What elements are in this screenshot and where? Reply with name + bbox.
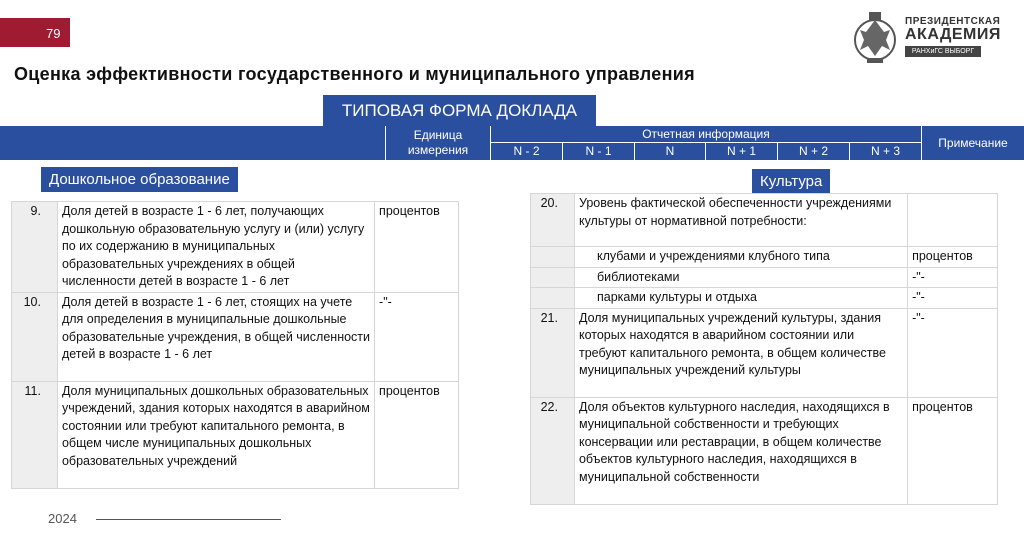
period-n-minus-2: N - 2 bbox=[513, 144, 540, 158]
row-number: 10. bbox=[12, 292, 58, 381]
period-n-plus-2: N + 2 bbox=[798, 144, 828, 158]
row-number: 11. bbox=[12, 381, 58, 488]
page-number: 79 bbox=[46, 26, 61, 41]
culture-table bbox=[530, 193, 998, 505]
row-text: Доля муниципальных дошкольных образовательных учреждений, здания которых находятся в аварийном состоянии или требуют капитального ремонта, в общем числе муниципальных дошкольных образовательных учреждений bbox=[57, 381, 374, 488]
row-unit: процентов bbox=[375, 202, 459, 293]
table-row bbox=[12, 381, 459, 488]
row-unit: процентов bbox=[908, 247, 998, 268]
footer-divider bbox=[96, 519, 281, 520]
row-text: Уровень фактической обеспеченности учреждениями культуры от нормативной потребности: bbox=[574, 194, 907, 247]
report-info-header: Отчетная информация bbox=[642, 127, 770, 141]
table-row bbox=[531, 308, 998, 397]
row-number: 9. bbox=[12, 202, 58, 293]
row-text: Доля муниципальных учреждений культуры, здания которых находятся в аварийном состоянии или требуют капитального ремонта, в общем количестве муниципальных учреждений культуры bbox=[574, 308, 907, 397]
table-row bbox=[531, 267, 998, 288]
table-row bbox=[531, 288, 998, 309]
report-header bbox=[0, 126, 1024, 160]
period-n-minus-1: N - 1 bbox=[585, 144, 612, 158]
table-row bbox=[531, 194, 998, 247]
logo-line2: АКАДЕМИЯ bbox=[905, 26, 1001, 43]
form-title: ТИПОВАЯ ФОРМА ДОКЛАДА bbox=[323, 95, 596, 126]
row-text: парками культуры и отдыха bbox=[574, 288, 907, 309]
row-text: клубами и учреждениями клубного типа bbox=[574, 247, 907, 268]
row-text: библиотеками bbox=[574, 267, 907, 288]
table-row bbox=[531, 247, 998, 268]
table-row bbox=[12, 202, 459, 293]
logo-line1: ПРЕЗИДЕНТСКАЯ bbox=[905, 16, 1001, 27]
row-unit: -"- bbox=[908, 308, 998, 397]
unit-header: Единица измерения bbox=[407, 128, 469, 157]
row-number: 21. bbox=[531, 308, 575, 397]
section-culture: Культура bbox=[752, 169, 830, 194]
note-header: Примечание bbox=[938, 136, 1008, 150]
page-title: Оценка эффективности государственного и муниципального управления bbox=[14, 64, 695, 84]
footer-year: 2024 bbox=[48, 511, 77, 526]
row-number bbox=[531, 247, 575, 268]
period-n-plus-1: N + 1 bbox=[726, 144, 756, 158]
period-n-plus-3: N + 3 bbox=[870, 144, 900, 158]
row-text: Доля объектов культурного наследия, находящихся в муниципальной собственности и требующих консервации или реставрации, в общем количестве объектов культурного наследия, находящихся в муниципальной собственности bbox=[574, 397, 907, 504]
row-text: Доля детей в возрасте 1 - 6 лет, получающих дошкольную образовательную услугу и (или) услугу по их содержанию в муниципальных образовательных учреждениях в общей численности детей в возрасте 1 - 6 лет bbox=[57, 202, 374, 293]
academy-emblem-icon bbox=[852, 10, 898, 66]
preschool-table bbox=[11, 201, 459, 489]
row-unit: процентов bbox=[908, 397, 998, 504]
table-row bbox=[531, 397, 998, 504]
row-unit: -"- bbox=[908, 267, 998, 288]
section-preschool: Дошкольное образование bbox=[41, 167, 238, 192]
row-number: 22. bbox=[531, 397, 575, 504]
period-n: N bbox=[665, 144, 675, 158]
row-unit bbox=[908, 194, 998, 247]
row-number bbox=[531, 288, 575, 309]
row-text: Доля детей в возрасте 1 - 6 лет, стоящих на учете для определения в муниципальные дошкольные образовательные учреждения, в общей численности детей в возрасте 1 - 6 лет bbox=[57, 292, 374, 381]
row-number bbox=[531, 267, 575, 288]
table-row bbox=[12, 292, 459, 381]
row-unit: -"- bbox=[375, 292, 459, 381]
row-unit: -"- bbox=[908, 288, 998, 309]
logo-band: РАНХиГС ВЫБОРГ bbox=[905, 46, 981, 57]
row-unit: процентов bbox=[375, 381, 459, 488]
row-number: 20. bbox=[531, 194, 575, 247]
